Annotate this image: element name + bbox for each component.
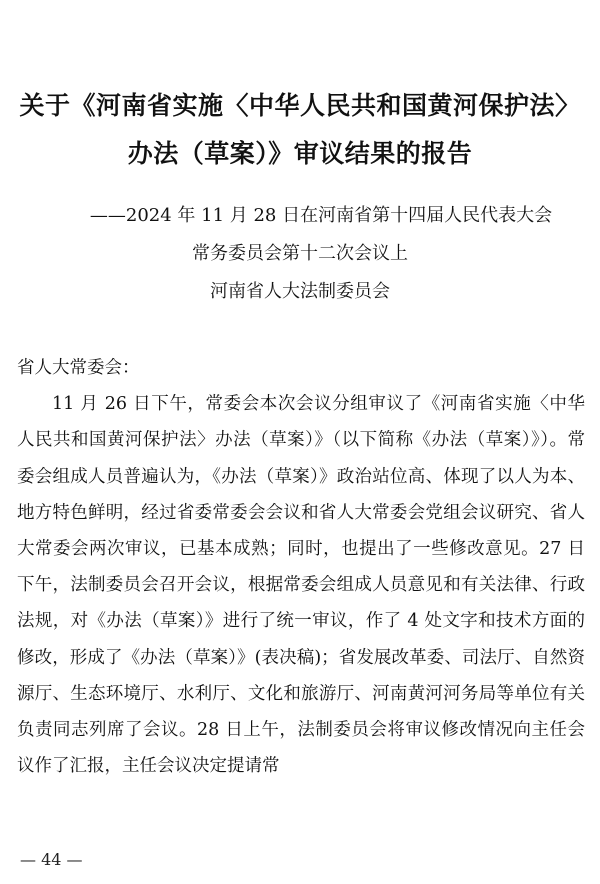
subtitle-author-line: 河南省人大法制委员会 <box>210 281 390 302</box>
title-line-2: 办法（草案）》审议结果的报告 <box>127 139 473 168</box>
subtitle-meeting-line: 常务委员会第十二次会议上 <box>192 243 408 264</box>
report-body <box>17 350 585 784</box>
title-line-1: 关于《河南省实施〈中华人民共和国黄河保护法〉 <box>19 91 581 120</box>
body-paragraph: 11 月 26 日下午，常委会本次会议分组审议了《河南省实施〈中华人民共和国黄河保护法〉办法（草案）》（以下简称《办法（草案）》）。常委会组成人员普遍认为，《办法（草案）》政治站位高、体现了以人为本、地方特色鲜明，经过省委常委会会议和省人大常委会党组会议研究、省人大常委会两次审议，已基本成熟；同时，也提出了一些修改意见。27 日下午，法制委员会召开会议，根据常委会组成人员意见和有关法律、行政法规，对《办法（草案）》进行了统一审议，作了 4 处文字和技术方面的修改，形成了《办法（草案）》(表决稿)；省发展改革委、司法厅、自然资源厅、生态环境厅、水利厅、文化和旅游厅、河南黄河河务局等单位有关负责同志列席了会议。28 日上午，法制委员会将审议修改情况向主任会议作了汇报，主任会议决定提请常 <box>17 394 585 777</box>
page-number: — 44 — <box>20 850 83 869</box>
subtitle-date-line: ——2024 年 11 月 28 日在河南省第十四届人民代表大会 <box>89 205 553 226</box>
report-subtitle <box>0 197 600 311</box>
report-title <box>0 82 600 178</box>
salutation: 省人大常委会： <box>17 358 140 378</box>
